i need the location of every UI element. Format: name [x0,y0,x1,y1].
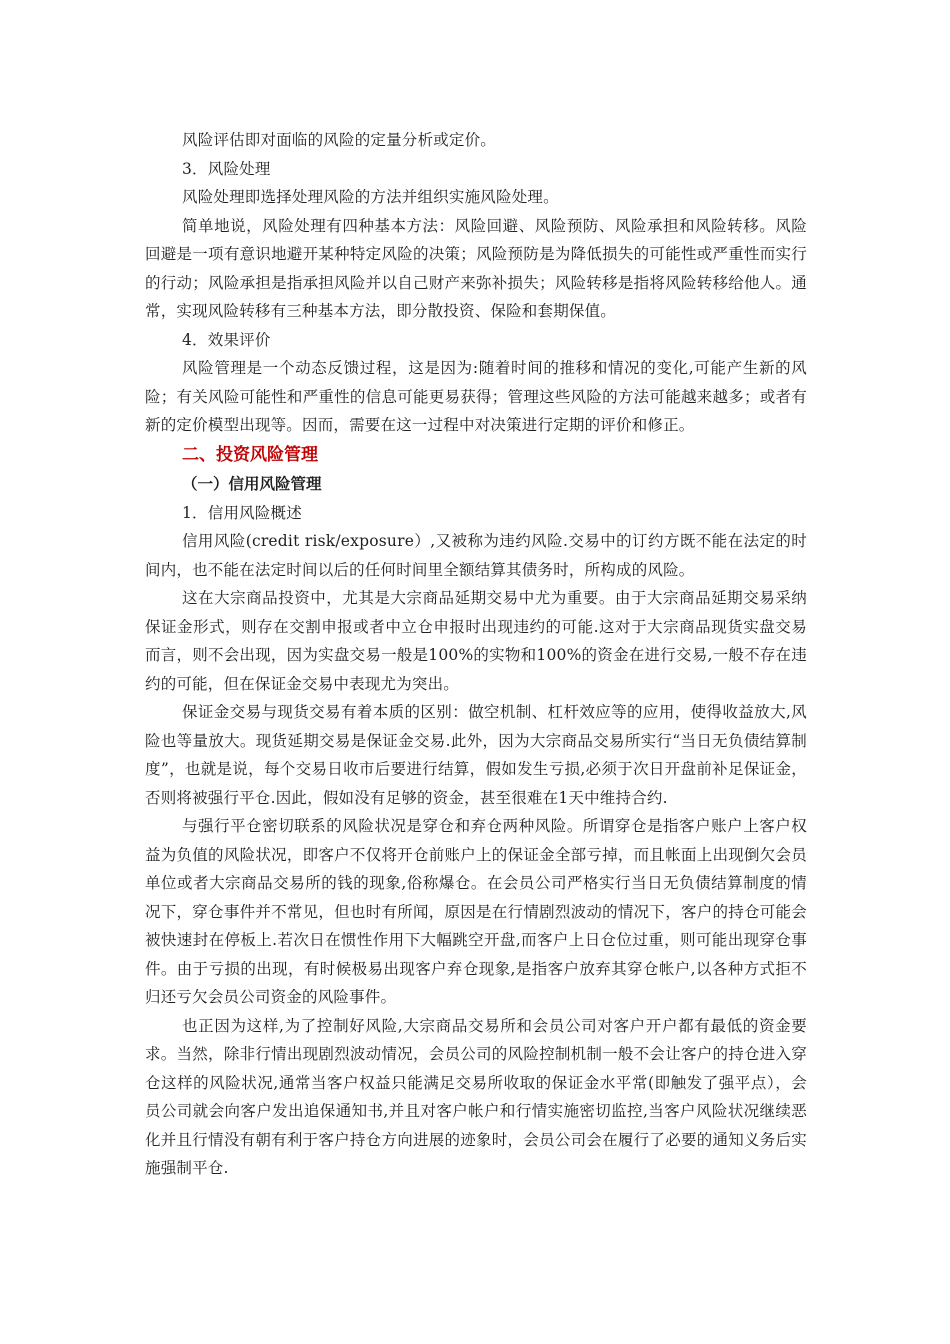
paragraph-credit-risk-definition: 信用风险(credit risk/exposure）,又被称为违约风险.交易中的订约方既不能在法定的时间内，也不能在法定时间以后的任何时间里全额结算其债务时，所构成的风险。 [145,532,807,579]
paragraph-risk-assessment: 风险评估即对面临的风险的定量分析或定价。 [182,131,497,149]
heading-effect-evaluation: 4．效果评价 [182,330,271,349]
heading-credit-risk-overview: 1．信用风险概述 [182,503,302,522]
paragraph-forced-liquidation-risk: 与强行平仓密切联系的风险状况是穿仓和弃仓两种风险。所谓穿仓是指客户账户上客户权益为负值的风险状况，即客户不仅将开仓前账户上的保证金全部亏掉，而且帐面上出现倒欠会员单位或者大宗商品交易所的钱的现象,俗称爆仓。在会员公司严格实行当日无负债结算制度的情况下，穿仓事件并不常见，但也时有所闻，原因是在行情剧烈波动的情况下，客户的持仓可能会被快速封在停板上.若次日在惯性作用下大幅跳空开盘,而客户上日仓位过重，则可能出现穿仓事件。由于亏损的出现，有时候极易出现客户弃仓现象,是指客户放弃其穿仓帐户,以各种方式拒不归还亏欠会员公司资金的风险事件。 [145,817,807,1006]
sub-section-title: （一）信用风险管理 [182,474,322,493]
paragraph-commodity-deferred-trading: 这在大宗商品投资中，尤其是大宗商品延期交易中尤为重要。由于大宗商品延期交易采纳保证金形式，则存在交割申报或者中立仓申报时出现违约的可能.这对于大宗商品现货实盘交易而言，则不会出现，因为实盘交易一般是100%的实物和100%的资金在进行交易,一般不存在违约的可能，但在保证金交易中表现尤为突出。 [145,589,807,693]
section-title: 二、投资风险管理 [182,444,318,465]
paragraph-minimum-capital: 也正因为这样,为了控制好风险,大宗商品交易所和会员公司对客户开户都有最低的资金要求。当然，除非行情出现剧烈波动情况，会员公司的风险控制机制一般不会让客户的持仓进入穿仓这样的风险状况,通常当客户权益只能满足交易所收取的保证金水平常(即触发了强平点），会员公司就会向客户发出追保通知书,并且对客户帐户和行情实施密切监控,当客户风险状况继续恶化并且行情没有朝有利于客户持仓方向进展的迹象时，会员公司会在履行了必要的通知义务后实施强制平仓. [145,1016,807,1177]
paragraph-effect-evaluation: 风险管理是一个动态反馈过程，这是因为:随着时间的推移和情况的变化,可能产生新的风险；有关风险可能性和严重性的信息可能更易获得；管理这些风险的方法可能越来越多；或者有新的定价模型出现等。因而，需要在这一过程中对决策进行定期的评价和修正。 [145,359,807,434]
paragraph-risk-handling-methods: 简单地说，风险处理有四种基本方法：风险回避、风险预防、风险承担和风险转移。风险回避是一项有意识地避开某种特定风险的决策；风险预防是为降低损失的可能性或严重性而实行的行动；风险承担是指承担风险并以自己财产来弥补损失；风险转移是指将风险转移给他人。通常，实现风险转移有三种基本方法，即分散投资、保险和套期保值。 [145,216,807,320]
heading-risk-handling: 3．风险处理 [182,159,271,178]
paragraph-risk-handling-definition: 风险处理即选择处理风险的方法并组织实施风险处理。 [182,188,559,206]
document-page [145,126,807,1183]
paragraph-margin-trading: 保证金交易与现货交易有着本质的区别：做空机制、杠杆效应等的应用，使得收益放大,风险也等量放大。现货延期交易是保证金交易.此外，因为大宗商品交易所实行“当日无负债结算制度”，也就是说，每个交易日收市后要进行结算，假如发生亏损,必须于次日开盘前补足保证金，否则将被强行平仓.因此，假如没有足够的资金，甚至很难在1天中维持合约. [145,703,807,807]
